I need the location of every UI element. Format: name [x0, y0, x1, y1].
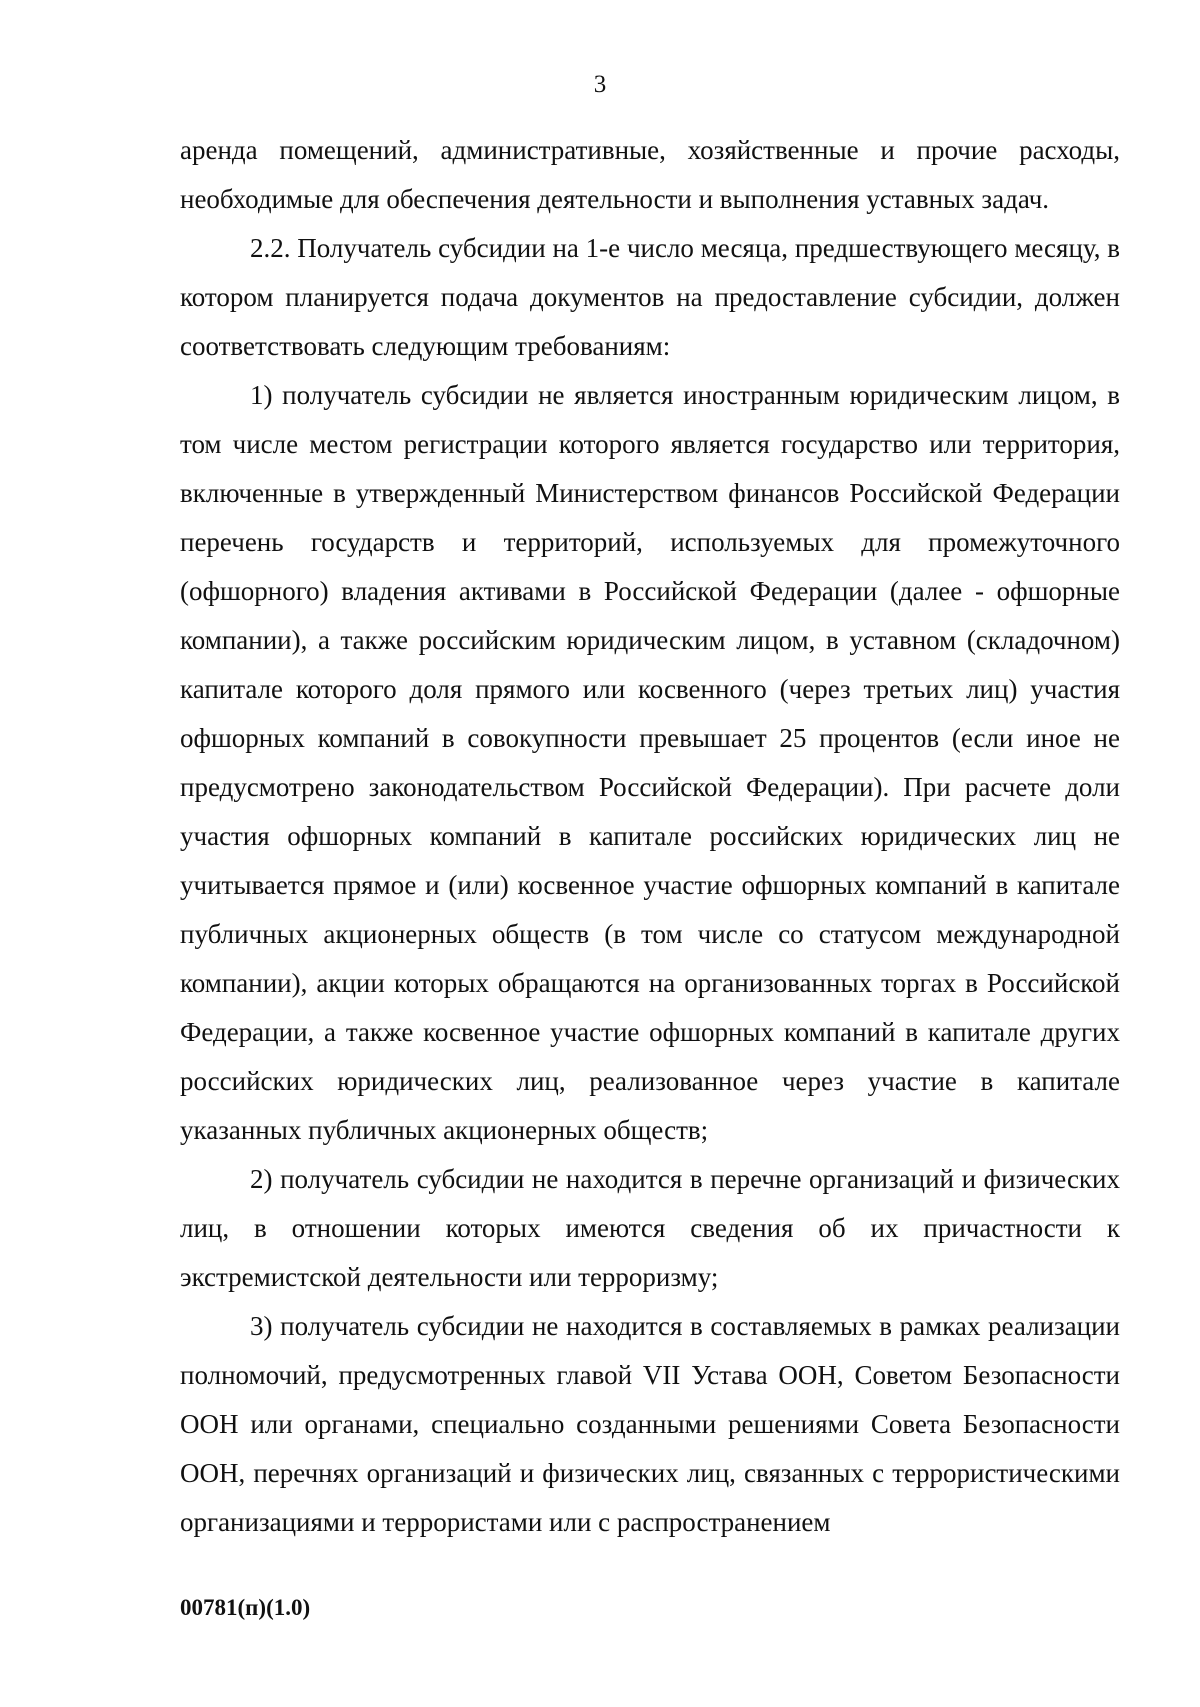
document-body	[180, 126, 1120, 1547]
paragraph-item-2: 2) получатель субсидии не находится в перечне организаций и физических лиц, в отношении которых имеются сведения об их причастности к экстремистской деятельности или терроризму;	[180, 1164, 1120, 1292]
document-code: 00781(п)(1.0)	[180, 1595, 311, 1620]
paragraph-2-2: 2.2. Получатель субсидии на 1-е число месяца, предшествующего месяцу, в котором планируется подача документов на предоставление субсидии, должен соответствовать следующим требованиям:	[180, 233, 1120, 361]
page-number: 3	[593, 71, 607, 98]
paragraph-item-3: 3) получатель субсидии не находится в составляемых в рамках реализации полномочий, предусмотренных главой VII Устава ООН, Советом Безопасности ООН или органами, специально созданными решениями Совета Безопасности ООН, перечнях организаций и физических лиц, связанных с террористическими организациями и террористами или с распространением	[180, 1311, 1120, 1537]
paragraph-item-1: 1) получатель субсидии не является иностранным юридическим лицом, в том числе местом регистрации которого является государство или территория, включенные в утвержденный Министерством финансов Российской Федерации перечень государств и территорий, используемых для промежуточного (офшорного) владения активами в Российской Федерации (далее - офшорные компании), а также российским юридическим лицом, в уставном (складочном) капитале которого доля прямого или косвенного (через третьих лиц) участия офшорных компаний в совокупности превышает 25 процентов (если иное не предусмотрено законодательством Российской Федерации). При расчете доли участия офшорных компаний в капитале российских юридических лиц не учитывается прямое и (или) косвенное участие офшорных компаний в капитале публичных акционерных обществ (в том числе со статусом международной компании), акции которых обращаются на организованных торгах в Российской Федерации, а также косвенное участие офшорных компаний в капитале других российских юридических лиц, реализованное через участие в капитале указанных публичных акционерных обществ;	[180, 380, 1120, 1145]
paragraph-continuation: аренда помещений, административные, хозяйственные и прочие расходы, необходимые для обеспечения деятельности и выполнения уставных задач.	[180, 135, 1120, 214]
